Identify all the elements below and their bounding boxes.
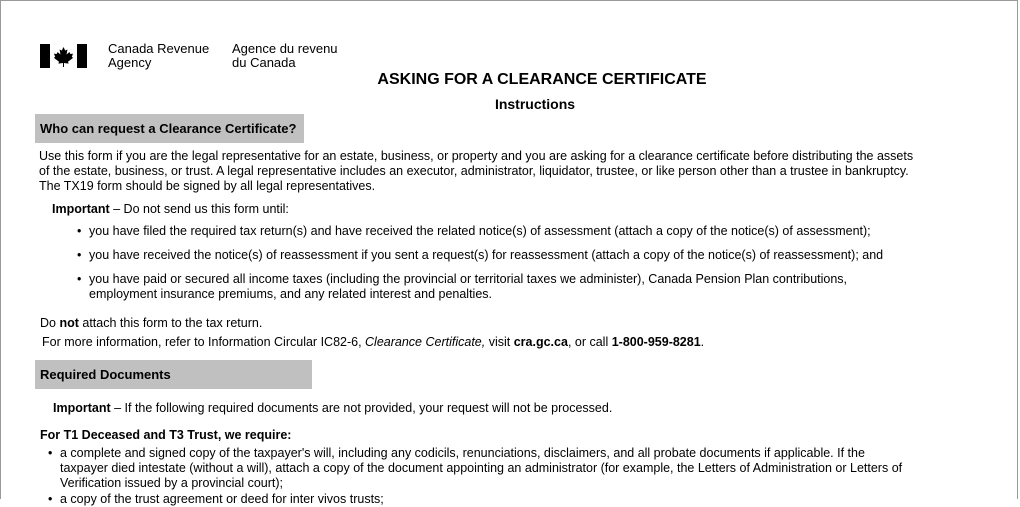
website-link[interactable]: cra.gc.ca: [513, 335, 568, 349]
more-information-line: For more information, refer to Information Circular IC82-6, Clearance Certificate, visit cra.gc.ca, or call 1-800-959-8281.: [42, 335, 705, 349]
page-subtitle: Instructions: [494, 96, 576, 112]
list-item: • a complete and signed copy of the taxpayer's will, including any codicils, renunciations, disclaimers, and all probate documents if applicable. If the taxpayer died intestate (without a will), attach a copy of the document appointing an administrator (for example, the Letters of Administration or Letters of Verification issued by a provincial court);: [48, 446, 903, 490]
required-important-note: Important – If the following required documents are not provided, your request will not be processed.: [53, 401, 613, 415]
intro-paragraph: Use this form if you are the legal representative for an estate, business, or property and you are asking for a clearance certificate before distributing the assets of the estate, business, or trust. A legal representative includes an executor, administrator, liquidator, trustee, or like person other than a trustee in bankruptcy. The TX19 form should be signed by all legal representatives.: [39, 149, 914, 193]
agency-name-french: Agence du revenu du Canada: [232, 41, 338, 70]
list-item: • you have received the notice(s) of reassessment if you sent a request(s) for reassessment (attach a copy of the notice(s) of reassessment); and: [77, 248, 884, 262]
t1-t3-subheading: For T1 Deceased and T3 Trust, we require:: [40, 428, 292, 442]
do-not-attach-note: Do not attach this form to the tax return.: [40, 316, 263, 330]
list-item: • you have filed the required tax return(s) and have received the related notice(s) of assessment (attach a copy of the notice(s) of assessment);: [77, 224, 871, 238]
section-heading-who-can-request: Who can request a Clearance Certificate?: [35, 114, 304, 143]
agency-name-english: Canada Revenue Agency: [108, 41, 210, 70]
section-heading-required-documents: Required Documents: [35, 360, 312, 389]
phone-number: 1-800-959-8281: [611, 335, 701, 349]
important-note: Important – Do not send us this form until:: [52, 202, 289, 216]
canada-flag-icon: [40, 44, 87, 68]
list-item: • you have paid or secured all income taxes (including the provincial or territorial taxes we administer), Canada Pension Plan contributions, employment insurance premiums, and any related interest and penalties.: [77, 272, 848, 301]
list-item: • a copy of the trust agreement or deed for inter vivos trusts;: [48, 492, 384, 506]
page-title: ASKING FOR A CLEARANCE CERTIFICATE: [377, 71, 707, 88]
